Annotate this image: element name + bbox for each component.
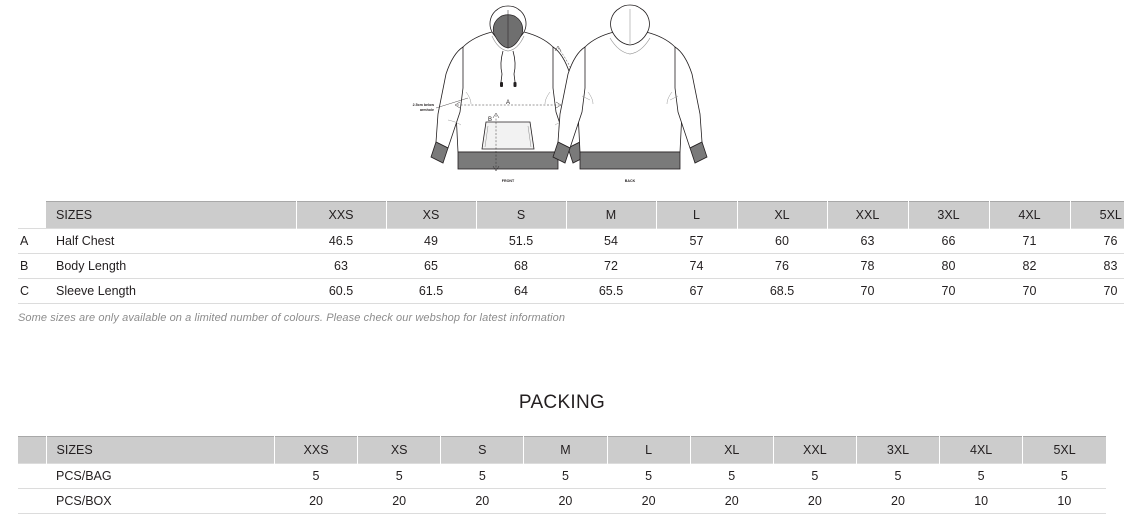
packing-table-row-label: PCS/BOX — [46, 489, 274, 514]
size-table-cell-0-6: 63 — [827, 229, 908, 254]
size-table-cell-2-9: 70 — [1070, 279, 1124, 304]
back-view-label: BACK — [624, 179, 636, 183]
table-row — [18, 464, 1106, 489]
packing-table-label-header: SIZES — [46, 437, 274, 464]
packing-table-cell-1-1: 20 — [358, 489, 441, 514]
size-table-cell-1-7: 80 — [908, 254, 989, 279]
size-table-cell-0-3: 54 — [566, 229, 656, 254]
packing-table-size-header-xxl: XXL — [773, 437, 856, 464]
size-table-cell-1-5: 76 — [737, 254, 827, 279]
packing-table-row-label: PCS/BAG — [46, 464, 274, 489]
size-table-size-header-xl: XL — [737, 202, 827, 229]
packing-table-cell-0-5: 5 — [690, 464, 773, 489]
hoodie-technical-drawing — [408, 2, 708, 192]
size-table-cell-0-2: 51.5 — [476, 229, 566, 254]
packing-table-row-key — [18, 489, 46, 514]
size-table-cell-1-8: 82 — [989, 254, 1070, 279]
hoodie-front-hem — [458, 152, 558, 169]
packing-table-size-header-xs: XS — [358, 437, 441, 464]
packing-table-cell-0-6: 5 — [773, 464, 856, 489]
packing-table-cell-1-9: 10 — [1023, 489, 1106, 514]
packing-table-body — [18, 464, 1106, 514]
size-table-row-label: Sleeve Length — [46, 279, 296, 304]
size-table-row-key: B — [18, 254, 46, 279]
packing-table-cell-0-4: 5 — [607, 464, 690, 489]
size-table-cell-1-4: 74 — [656, 254, 737, 279]
packing-table-cell-0-0: 5 — [274, 464, 357, 489]
size-table-cell-2-3: 65.5 — [566, 279, 656, 304]
size-table-cell-2-4: 67 — [656, 279, 737, 304]
availability-note: Some sizes are only available on a limited number of colours. Please check our webshop for latest information — [18, 312, 566, 324]
packing-table — [18, 436, 1106, 514]
size-table-row-key: A — [18, 229, 46, 254]
size-table-head — [18, 202, 1124, 229]
size-table-cell-0-9: 76 — [1070, 229, 1124, 254]
table-row — [18, 279, 1124, 304]
size-table-cell-0-0: 46.5 — [296, 229, 386, 254]
packing-table-cell-1-0: 20 — [274, 489, 357, 514]
size-table-size-header-5xl: 5XL — [1070, 202, 1124, 229]
packing-table-cell-1-4: 20 — [607, 489, 690, 514]
hoodie-back-view — [558, 31, 702, 152]
packing-table-head — [18, 437, 1106, 464]
size-table-corner-cell — [18, 202, 46, 229]
size-table-cell-2-5: 68.5 — [737, 279, 827, 304]
table-row — [18, 489, 1106, 514]
size-table-header-row — [18, 202, 1124, 229]
size-table-cell-2-2: 64 — [476, 279, 566, 304]
size-table-size-header-xxs: XXS — [296, 202, 386, 229]
packing-heading: PACKING — [518, 392, 606, 413]
packing-table-cell-1-6: 20 — [773, 489, 856, 514]
size-table-cell-1-0: 63 — [296, 254, 386, 279]
size-table-cell-2-6: 70 — [827, 279, 908, 304]
size-table-cell-2-1: 61.5 — [386, 279, 476, 304]
packing-table-size-header-5xl: 5XL — [1023, 437, 1106, 464]
size-table-cell-0-4: 57 — [656, 229, 737, 254]
size-table-size-header-3xl: 3XL — [908, 202, 989, 229]
size-table-cell-0-1: 49 — [386, 229, 476, 254]
size-table — [18, 201, 1124, 304]
size-table-size-header-l: L — [656, 202, 737, 229]
packing-table-cell-1-8: 10 — [940, 489, 1023, 514]
packing-table-size-header-4xl: 4XL — [940, 437, 1023, 464]
size-table-cell-2-0: 60.5 — [296, 279, 386, 304]
size-table-size-header-xxl: XXL — [827, 202, 908, 229]
packing-table-cell-0-1: 5 — [358, 464, 441, 489]
size-table-size-header-m: M — [566, 202, 656, 229]
packing-table-cell-0-8: 5 — [940, 464, 1023, 489]
callout-note-line2: armhole — [420, 108, 434, 112]
size-table-size-header-s: S — [476, 202, 566, 229]
packing-table-size-header-s: S — [441, 437, 524, 464]
size-table-size-header-xs: XS — [386, 202, 476, 229]
packing-table-cell-1-7: 20 — [856, 489, 939, 514]
size-table-row-key: C — [18, 279, 46, 304]
size-table-size-header-4xl: 4XL — [989, 202, 1070, 229]
hoodie-kangaroo-pocket — [482, 122, 534, 149]
size-table-body — [18, 229, 1124, 304]
packing-table-size-header-xxs: XXS — [274, 437, 357, 464]
packing-table-cell-1-2: 20 — [441, 489, 524, 514]
size-table-cell-0-5: 60 — [737, 229, 827, 254]
packing-table-corner-cell — [18, 437, 46, 464]
size-table-row-label: Body Length — [46, 254, 296, 279]
size-table-cell-2-8: 70 — [989, 279, 1070, 304]
packing-table-row-key — [18, 464, 46, 489]
size-table-cell-1-2: 68 — [476, 254, 566, 279]
packing-table-cell-1-3: 20 — [524, 489, 607, 514]
packing-table-cell-0-7: 5 — [856, 464, 939, 489]
packing-table-size-header-m: M — [524, 437, 607, 464]
packing-table-size-header-xl: XL — [690, 437, 773, 464]
packing-table-container — [18, 436, 1106, 514]
size-table-cell-1-6: 78 — [827, 254, 908, 279]
packing-table-header-row — [18, 437, 1106, 464]
packing-table-cell-1-5: 20 — [690, 489, 773, 514]
packing-table-cell-0-2: 5 — [441, 464, 524, 489]
size-table-container — [18, 201, 1122, 304]
packing-table-cell-0-9: 5 — [1023, 464, 1106, 489]
size-table-cell-0-8: 71 — [989, 229, 1070, 254]
front-view-label: FRONT — [501, 179, 515, 183]
size-table-cell-0-7: 66 — [908, 229, 989, 254]
size-table-label-header: SIZES — [46, 202, 296, 229]
hoodie-back-hem — [580, 152, 680, 169]
table-row — [18, 229, 1124, 254]
size-table-cell-1-1: 65 — [386, 254, 476, 279]
size-table-cell-1-3: 72 — [566, 254, 656, 279]
product-illustration — [0, 0, 1124, 192]
measure-a-marker: A — [505, 100, 511, 106]
size-table-cell-2-7: 70 — [908, 279, 989, 304]
measure-b-marker: B — [487, 117, 492, 123]
packing-table-size-header-l: L — [607, 437, 690, 464]
size-table-cell-1-9: 83 — [1070, 254, 1124, 279]
packing-table-size-header-3xl: 3XL — [856, 437, 939, 464]
callout-note-line1: 2.5cm below — [412, 103, 434, 107]
size-table-row-label: Half Chest — [46, 229, 296, 254]
packing-table-cell-0-3: 5 — [524, 464, 607, 489]
table-row — [18, 254, 1124, 279]
